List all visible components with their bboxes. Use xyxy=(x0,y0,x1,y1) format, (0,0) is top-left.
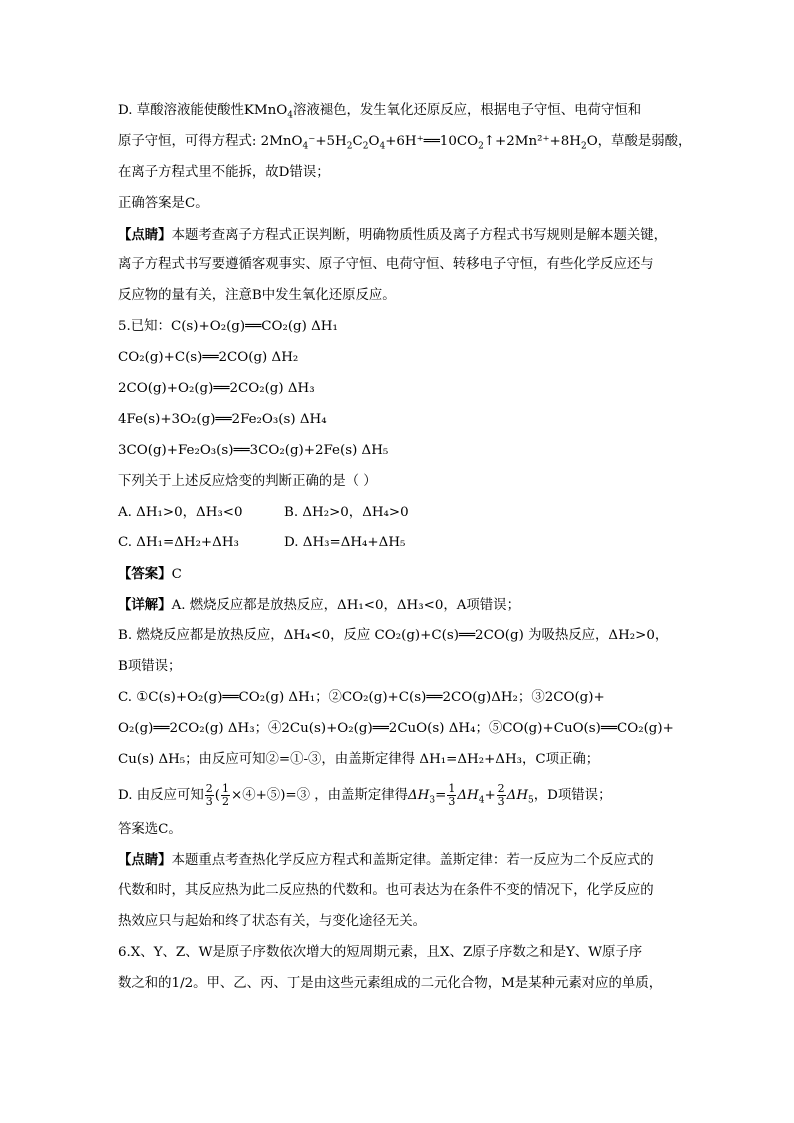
text: ( xyxy=(214,787,220,803)
text-line: C. ①C(s)+O₂(g)══CO₂(g) ΔH₁；②CO₂(g)+C(s)══2CO(g)ΔH₂；③2CO(g)+ xyxy=(118,689,605,705)
text: C xyxy=(171,567,182,583)
answer-line: 答案选C。 xyxy=(118,821,182,837)
text-line xyxy=(118,220,678,251)
option-c: C. ΔH₁=ΔH₂+ΔH₃ xyxy=(118,535,239,551)
fraction xyxy=(447,783,456,808)
text-line: Cu(s) ΔH₅；由反应可知②=①-③，由盖斯定律得 ΔH₁=ΔH₂+ΔH₃，C项正确； xyxy=(118,751,600,767)
question-line: 数之和的1/2。甲、乙、丙、丁是由这些元素组成的二元化合物，M是某种元素对应的单质， xyxy=(118,976,663,992)
numerator: 2 xyxy=(205,781,213,795)
text-line xyxy=(118,559,678,590)
text: ΔH xyxy=(457,787,479,803)
text-line xyxy=(118,127,692,158)
text-line: B. 燃烧反应都是放热反应，ΔH₄<0，反应 CO₂(g)+C(s)══2CO(g) 为吸热反应，ΔH₂>0， xyxy=(118,628,669,644)
subscript: 5 xyxy=(528,795,534,806)
option-b: B. ΔH₂>0，ΔH₄>0 xyxy=(284,504,409,520)
section-label: 【点睛】 xyxy=(118,852,172,869)
text: O，草酸是弱酸， xyxy=(586,133,692,149)
text-line: 在离子方程式里不能拆，故D错误； xyxy=(118,164,330,180)
text: 本题重点考查热化学反应方程式和盖斯定律。盖斯定律：若一反应为二个反应式的 xyxy=(171,853,654,869)
text: O xyxy=(368,133,380,149)
text-line: 反应物的量有关，注意B中发生氧化还原反应。 xyxy=(118,288,396,304)
question-line: 5.已知：C(s)+O₂(g)══CO₂(g) ΔH₁ xyxy=(118,319,338,335)
denominator: 3 xyxy=(448,794,456,808)
fraction xyxy=(205,783,214,808)
text: + xyxy=(484,787,496,803)
subscript: 4 xyxy=(478,795,485,806)
options-line xyxy=(118,498,678,529)
text-line xyxy=(118,96,678,127)
numerator: 2 xyxy=(497,781,505,795)
document-page xyxy=(118,96,692,1000)
text: D. 由反应可知 xyxy=(118,787,204,803)
text: C xyxy=(352,133,363,149)
text-line: 热效应只与起始和终了状态有关，与变化途径无关。 xyxy=(118,914,426,930)
section-label: 【详解】 xyxy=(118,597,172,614)
section-label: 【答案】 xyxy=(118,566,172,583)
reaction-line: 3CO(g)+Fe₂O₃(s)══3CO₂(g)+2Fe(s) ΔH₅ xyxy=(118,442,389,458)
subscript: 2 xyxy=(580,141,587,152)
section-label: 【点睛】 xyxy=(118,226,172,243)
subscript: 3 xyxy=(429,795,436,806)
text: ↑+2Mn²⁺+8H xyxy=(483,133,581,149)
text-line xyxy=(118,845,678,876)
subscript: 2 xyxy=(362,141,369,152)
text-line: B项错误； xyxy=(118,659,182,675)
text: D. 草酸溶液能使酸性KMnO xyxy=(118,103,288,118)
option-d: D. ΔH₃=ΔH₄+ΔH₅ xyxy=(284,535,406,551)
text-line: 代数和时，其反应热为此二反应热的代数和。也可表达为在条件不变的情况下，化学反应的 xyxy=(118,883,654,899)
text: +6H⁺══10CO xyxy=(385,133,479,149)
denominator: 3 xyxy=(205,794,213,808)
reaction-line: 4Fe(s)+3O₂(g)══2Fe₂O₃(s) ΔH₄ xyxy=(118,411,327,427)
text: ΔH xyxy=(408,787,430,803)
option-a: A. ΔH₁>0，ΔH₃<0 xyxy=(118,504,243,520)
reaction-line: CO₂(g)+C(s)══2CO(g) ΔH₂ xyxy=(118,350,299,366)
text: ⁻+5H xyxy=(308,133,347,149)
text: 溶液褪色，发生氧化还原反应，根据电子守恒、电荷守恒和 xyxy=(292,103,642,118)
numerator: 1 xyxy=(221,781,229,795)
fraction xyxy=(221,783,230,808)
formula-line xyxy=(118,776,678,815)
subscript: 4 xyxy=(287,110,293,121)
text-line: 离子方程式书写要遵循客观事实、原子守恒、电荷守恒、转移电子守恒，有些化学反应还与 xyxy=(118,257,654,273)
denominator: 3 xyxy=(497,794,505,808)
numerator: 1 xyxy=(448,781,456,795)
text: A. 燃烧反应都是放热反应，ΔH₁<0，ΔH₃<0，A项错误； xyxy=(171,598,520,614)
text: 本题考查离子方程式正误判断，明确物质性质及离子方程式书写规则是解本题关键， xyxy=(171,227,668,243)
text: ，D项错误； xyxy=(533,787,612,803)
question-line: 下列关于上述反应焓变的判断正确的是（ ） xyxy=(118,473,377,489)
subscript: 2 xyxy=(346,141,353,152)
fraction xyxy=(497,783,506,808)
text: ΔH xyxy=(506,787,529,803)
subscript: 2 xyxy=(478,141,484,152)
subscript: 4 xyxy=(302,141,309,152)
text-line: O₂(g)══2CO₂(g) ΔH₃；④2Cu(s)+O₂(g)══2CuO(s) ΔH₄；⑤CO(g)+CuO(s)══CO₂(g)+ xyxy=(118,720,674,736)
reaction-line: 2CO(g)+O₂(g)══2CO₂(g) ΔH₃ xyxy=(118,381,315,397)
subscript: 4 xyxy=(379,141,386,152)
text: = xyxy=(435,787,447,803)
options-line xyxy=(118,528,678,559)
text: ×④+⑤)=③ ，由盖斯定律得 xyxy=(230,787,409,803)
denominator: 2 xyxy=(221,794,229,808)
answer-line: 正确答案是C。 xyxy=(118,195,209,211)
question-line: 6.X、Y、Z、W是原子序数依次增大的短周期元素，且X、Z原子序数之和是Y、W原子序 xyxy=(118,945,643,961)
text: 原子守恒，可得方程式: 2MnO xyxy=(118,133,303,149)
text-line xyxy=(118,590,678,621)
